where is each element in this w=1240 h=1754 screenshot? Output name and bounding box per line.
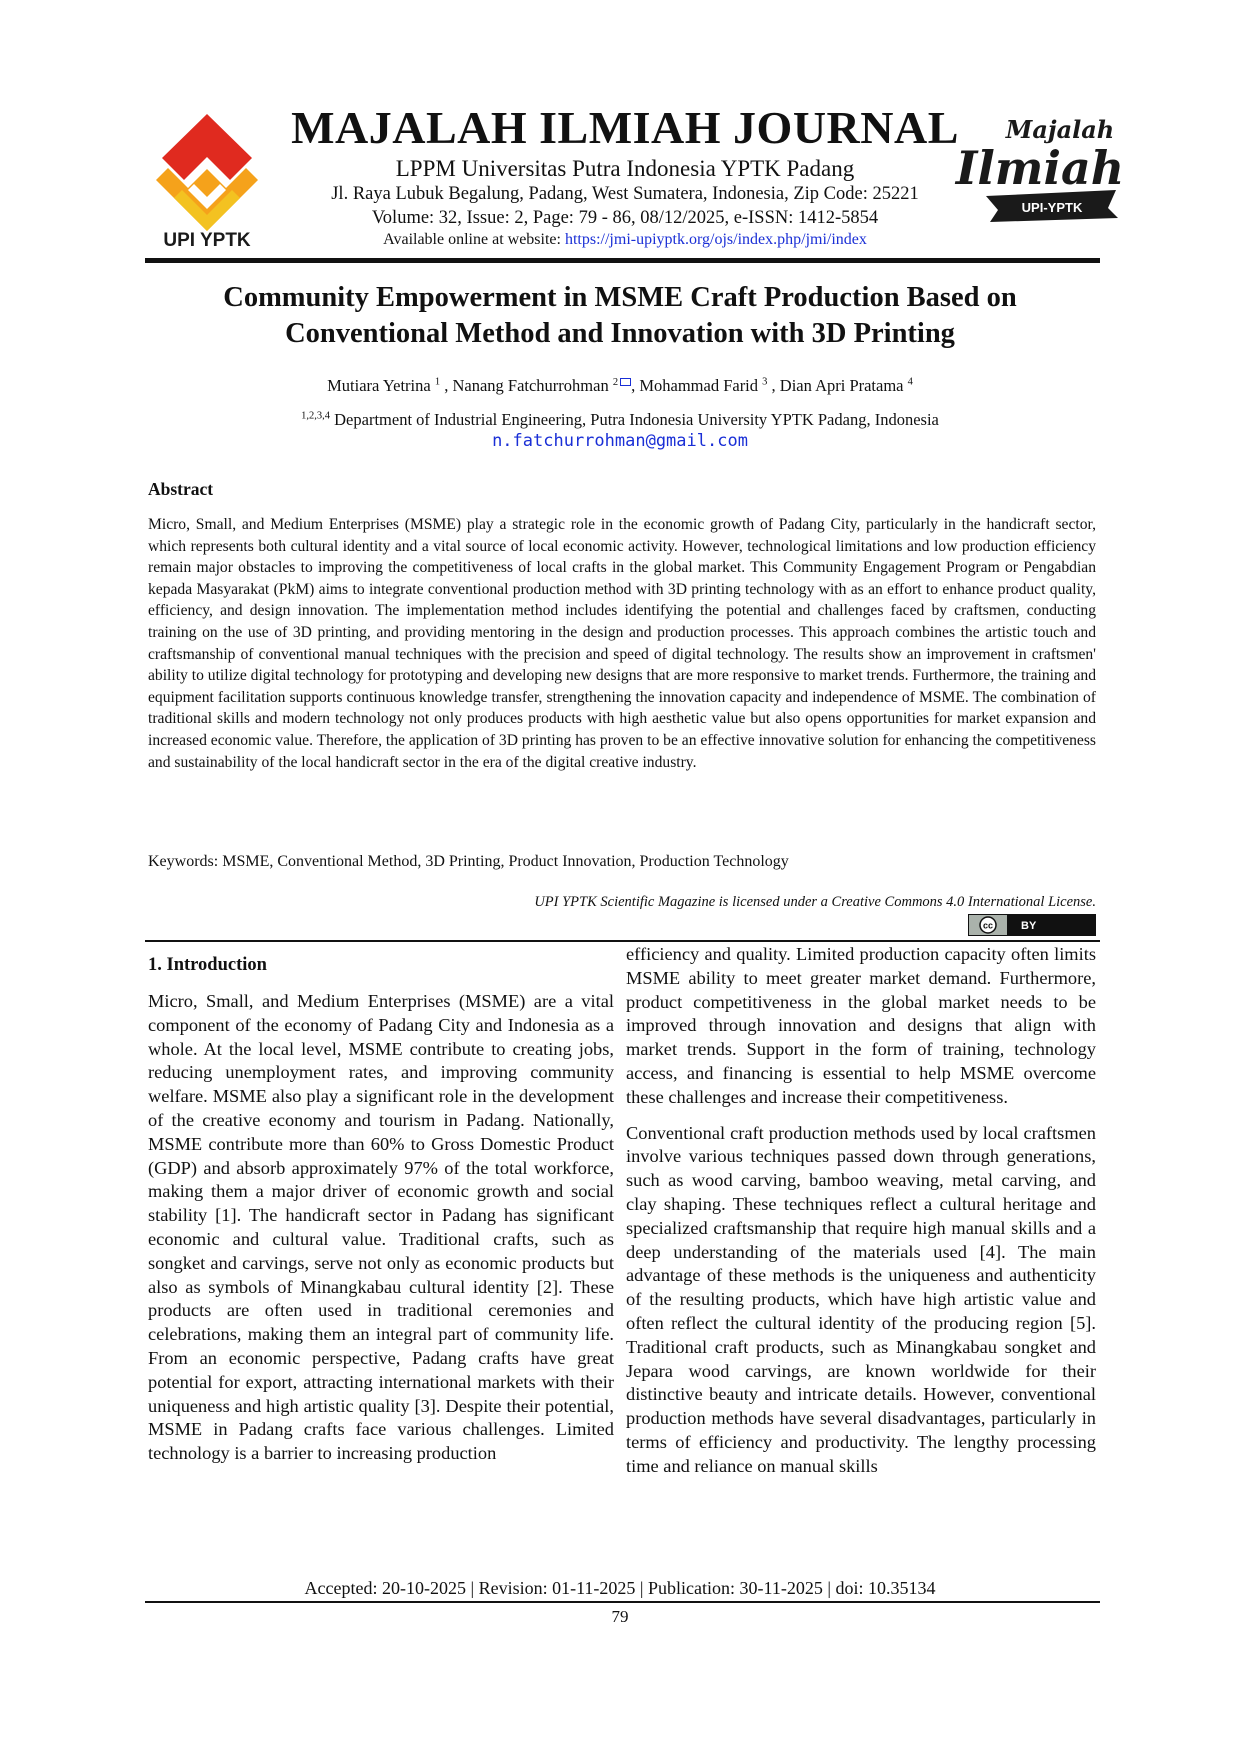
institution-name: LPPM Universitas Putra Indonesia YPTK Padang <box>395 156 855 181</box>
logo-left-text: UPI YPTK <box>163 230 251 251</box>
page-number: 79 <box>611 1607 629 1626</box>
website-link[interactable]: https://jmi-upiyptk.org/ojs/index.php/jmi/index <box>564 231 867 248</box>
paragraph: Micro, Small, and Medium Enterprises (MSME) are a vital component of the economy of Padang City and Indonesia as a whole. At the local level, MSME contribute to creating jobs, reducing unemployment rates, and improving community welfare. MSME also play a significant role in the development of the creative economy and tourism in Padang. Nationally, MSME contribute more than 60% to Gross Domestic Product (GDP) and absorb approximately 97% of the total workforce, making them a major driver of economic growth and social stability [1]. The handicraft sector in Padang has significant economic and cultural value. Traditional crafts, such as songket and carvings, serve not only as economic products but also as symbols of Minangkabau cultural identity [2]. These products are often used in traditional ceremonies and celebrations, making them an integral part of community life. From an economic perspective, Padang crafts have great potential for export, attracting international markets with their uniqueness and high artistic quality [3]. Despite their potential, MSME in Padang crafts face various challenges. Limited technology is a barrier to increasing production <box>148 991 614 1464</box>
paragraph: efficiency and quality. Limited production capacity often limits MSME ability to meet greater market demand. Furthermore, product competitiveness in the global market needs to be improved through innovation and designs that align with market trends. Support in the form of training, technology access, and financing is essential to help MSME overcome these challenges and increase their competitiveness. <box>626 944 1096 1107</box>
majalah-logo-icon <box>955 110 1125 230</box>
logo-right-script2: Ilmiah <box>955 141 1125 195</box>
section-heading-introduction: 1. Introduction <box>148 955 267 975</box>
logo-right-banner: UPI-YPTK <box>1021 200 1083 215</box>
majalah-ilmiah-logo <box>955 110 1125 230</box>
volume-line: Volume: 32, Issue: 2, Page: 79 - 86, 08/12/2025, e-ISSN: 1412-5854 <box>371 208 879 228</box>
author-name: Nanang Fatchurrohman <box>452 376 609 395</box>
author-separator: , <box>767 376 780 395</box>
author-affiliation-mark: 2 <box>613 377 631 388</box>
author-name: Mutiara Yetrina <box>327 376 431 395</box>
header-divider <box>145 258 1100 263</box>
cc-by-badge[interactable] <box>968 914 1096 936</box>
license-statement: UPI YPTK Scientific Magazine is licensed under a Creative Commons 4.0 International License. <box>534 894 1096 910</box>
author-name: Dian Apri Pratama <box>779 376 904 395</box>
publication-dates: Accepted: 20-10-2025 | Revision: 01-11-2025 | Publication: 30-11-2025 | doi: 10.35134 <box>304 1578 936 1598</box>
paper-title-line2: Conventional Method and Innovation with 3D Printing <box>285 318 955 349</box>
paragraph: Conventional craft production methods used by local craftsmen involve various techniques passed down through generations, such as wood carving, bamboo weaving, metal carving, and clay shaping. These techniques reflect a cultural heritage and specialized craftsmanship that require high manual skills and a deep understanding of the materials used [4]. The main advantage of these methods is the uniqueness and authenticity of the resulting products, which have high artistic value and often reflect the cultural identity of the producing region [5]. Traditional craft products, such as Minangkabau songket and Jepara wood carvings, are known worldwide for their distinctive beauty and intricate details. However, conventional production methods have several disadvantages, particularly in terms of efficiency and productivity. The lengthy processing time and reliance on manual skills <box>626 1122 1096 1476</box>
author-name: Mohammad Farid <box>639 376 759 395</box>
journal-title: MAJALAH ILMIAH JOURNAL <box>291 102 959 153</box>
author-separator: , <box>440 376 453 395</box>
abstract-text: Micro, Small, and Medium Enterprises (MSME) play a strategic role in the economic growth of Padang City, particularly in the handicraft sector, which represents both cultural identity and a vital source of local economic activity. However, technological limitations and low production efficiency remain major obstacles to improving the competitiveness of local crafts in the global market. This Community Engagement Program or Pengabdian kepada Masyarakat (PkM) aims to integrate conventional production method with 3D printing technology with as an effort to enhance product quality, efficiency, and design innovation. The implementation method includes identifying the potential and challenges faced by craftsmen, conducting training on the use of 3D printing, and providing mentoring in the design and production processes. This approach combines the artistic touch and craftsmanship of conventional manual techniques with the precision and speed of digital technology. The results show an improvement in craftsmen' ability to utilize digital technology for prototyping and developing new designs that are more responsive to market trends. Furthermore, the training and equipment facilitation supports continuous knowledge transfer, strengthening the innovation capacity and independence of MSME. The combination of traditional skills and modern technology not only produces products with high aesthetic value but also opens opportunities for market expansion and increased economic value. Therefore, the application of 3D printing has proven to be an effective innovative solution for enhancing the competitiveness and sustainability of the local handicraft sector in the era of the digital creative industry. <box>148 516 1096 771</box>
website-prefix: Available online at website: <box>383 231 565 248</box>
footer-divider <box>145 1601 1100 1603</box>
affiliation-mark: 1,2,3,4 <box>301 410 331 422</box>
left-column <box>148 990 614 1478</box>
website-line <box>280 230 970 250</box>
logo-right-script1: Majalah <box>1005 115 1115 144</box>
affiliation <box>140 410 1100 430</box>
section-divider <box>145 940 1100 942</box>
author-list <box>140 376 1100 396</box>
cc-label: cc <box>982 920 994 931</box>
paper-title-line1: Community Empowerment in MSME Craft Production Based on <box>223 282 1017 313</box>
author-separator: , <box>631 376 640 395</box>
abstract-heading: Abstract <box>148 479 214 499</box>
envelope-icon <box>620 378 631 386</box>
paper-title <box>140 280 1100 352</box>
institution-address: Jl. Raya Lubuk Begalung, Padang, West Sumatera, Indonesia, Zip Code: 25221 <box>331 184 919 204</box>
author-affiliation-mark: 1 <box>434 376 441 388</box>
upi-logo-icon <box>148 110 266 250</box>
author-affiliation-mark: 3 <box>762 376 768 388</box>
corresponding-email[interactable]: n.fatchurrohman@gmail.com <box>492 431 748 451</box>
affiliation-text: Department of Industrial Engineering, Putra Indonesia University YPTK Padang, Indonesia <box>334 410 939 429</box>
creative-commons-icon <box>969 915 1095 935</box>
author-affiliation-mark: 4 <box>907 376 913 388</box>
university-logo <box>148 110 266 250</box>
by-label: BY <box>1021 920 1037 932</box>
keywords: Keywords: MSME, Conventional Method, 3D Printing, Product Innovation, Production Technology <box>148 853 789 870</box>
right-column <box>626 943 1096 1491</box>
